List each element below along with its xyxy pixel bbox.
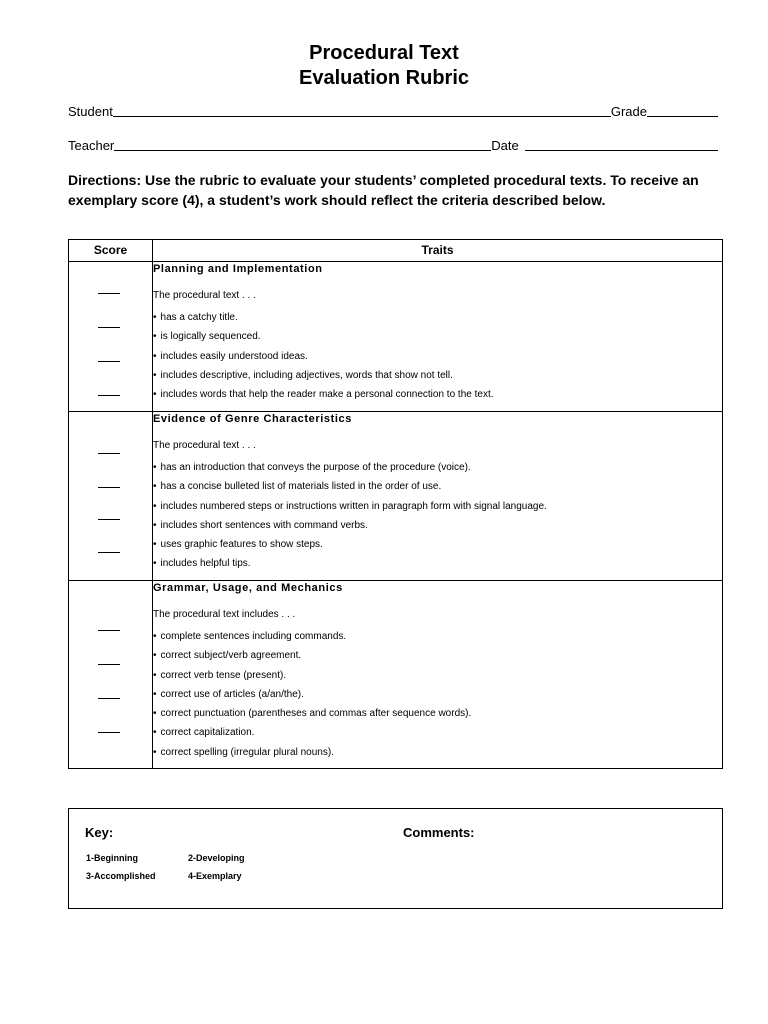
bullet-icon: •: [153, 539, 157, 551]
title-line-1: Procedural Text: [309, 42, 459, 64]
list-item: • is logically sequenced.: [153, 331, 261, 343]
list-item: • correct capitalization.: [153, 727, 255, 739]
key-comments-box: [68, 808, 723, 909]
bullet-icon: •: [153, 558, 157, 570]
bullet-icon: •: [153, 500, 157, 512]
score-blank[interactable]: [98, 395, 120, 396]
list-item: • has an introduction that conveys the purpose of the procedure (voice).: [153, 462, 471, 473]
list-item: • correct punctuation (parentheses and commas after sequence words).: [153, 708, 472, 720]
teacher-date-row: [68, 134, 718, 154]
comments-title: Comments:: [403, 825, 475, 840]
list-item: • has a concise bulleted list of materials listed in the order of use.: [153, 481, 442, 493]
list-item: • includes short sentences with command verbs.: [153, 519, 368, 531]
score-blank[interactable]: [98, 732, 120, 733]
list-item: • correct spelling (irregular plural nouns).: [153, 746, 334, 758]
section-intro: The procedural text . . .: [153, 440, 256, 451]
bullet-icon: •: [153, 669, 157, 681]
traits-cell-genre: [153, 412, 723, 581]
student-grade-row: [68, 100, 718, 120]
section-title: Grammar, Usage, and Mechanics: [153, 582, 343, 594]
score-blank[interactable]: [98, 453, 120, 454]
list-item: • complete sentences including commands.: [153, 631, 347, 642]
score-cell-planning: [69, 262, 153, 412]
score-blank[interactable]: [98, 487, 120, 488]
list-item: • includes descriptive, including adjectives, words that show not tell.: [153, 369, 453, 381]
bullet-icon: •: [153, 519, 157, 531]
score-blank[interactable]: [98, 698, 120, 699]
score-blank[interactable]: [98, 552, 120, 553]
section-title: Evidence of Genre Characteristics: [153, 413, 352, 425]
bullet-icon: •: [153, 331, 157, 343]
bullet-icon: •: [153, 369, 157, 381]
score-blank[interactable]: [98, 664, 120, 665]
traits-cell-planning: [153, 262, 723, 412]
rubric-table: [68, 239, 723, 769]
score-cell-grammar: [69, 581, 153, 769]
list-item: • correct subject/verb agreement.: [153, 650, 302, 662]
grade-blank[interactable]: [647, 116, 718, 117]
bullet-icon: •: [153, 462, 157, 473]
student-label: Student: [68, 104, 113, 119]
grade-label: Grade: [610, 104, 647, 119]
table-header-row: [69, 240, 723, 262]
bullet-icon: •: [153, 688, 157, 700]
list-item: • includes numbered steps or instructions written in paragraph form with signal language.: [153, 500, 547, 512]
teacher-name-blank[interactable]: [114, 150, 491, 151]
score-cell-genre: [69, 412, 153, 581]
bullet-icon: •: [153, 481, 157, 493]
list-item: • correct verb tense (present).: [153, 669, 287, 681]
score-blank[interactable]: [98, 361, 120, 362]
bullet-icon: •: [153, 650, 157, 662]
score-blank[interactable]: [98, 327, 120, 328]
list-item: • has a catchy title.: [153, 312, 238, 323]
list-item: • includes words that help the reader make a personal connection to the text.: [153, 389, 494, 401]
date-blank[interactable]: [525, 150, 718, 151]
rubric-section-grammar: [69, 581, 723, 769]
score-blank[interactable]: [98, 519, 120, 520]
bullet-icon: •: [153, 746, 157, 758]
student-name-blank[interactable]: [113, 116, 611, 117]
rubric-section-genre: [69, 412, 723, 581]
bullet-icon: •: [153, 350, 157, 362]
bullet-icon: •: [153, 389, 157, 401]
key-item-accomplished: 3-Accomplished: [86, 871, 156, 881]
teacher-label: Teacher: [68, 138, 115, 153]
traits-cell-grammar: [153, 581, 723, 769]
section-intro: The procedural text . . .: [153, 290, 256, 301]
section-intro: The procedural text includes . . .: [153, 609, 296, 620]
section-title: Planning and Implementation: [153, 263, 323, 275]
list-item: • includes easily understood ideas.: [153, 350, 308, 362]
rubric-section-planning: [69, 262, 723, 412]
bullet-icon: •: [153, 312, 157, 323]
score-blank[interactable]: [98, 630, 120, 631]
list-item: • correct use of articles (a/an/the).: [153, 688, 304, 700]
bullet-icon: •: [153, 631, 157, 642]
key-item-exemplary: 4-Exemplary: [188, 871, 242, 881]
key-item-developing: 2-Developing: [188, 853, 245, 863]
score-blank[interactable]: [98, 293, 120, 294]
key-title: Key:: [85, 825, 114, 840]
bullet-icon: •: [153, 708, 157, 720]
list-item: • includes helpful tips.: [153, 558, 251, 570]
date-label: Date: [491, 138, 519, 153]
directions-text: Directions: Use the rubric to evaluate your students’ completed procedural texts. To receive an exemplary score (4), a student’s work should reflect the criteria described below.: [68, 172, 699, 208]
bullet-icon: •: [153, 727, 157, 739]
title-line-2: Evaluation Rubric: [298, 67, 470, 89]
score-header: Score: [69, 240, 153, 262]
traits-header: Traits: [153, 240, 723, 262]
list-item: • uses graphic features to show steps.: [153, 539, 323, 551]
key-item-beginning: 1-Beginning: [86, 853, 138, 863]
